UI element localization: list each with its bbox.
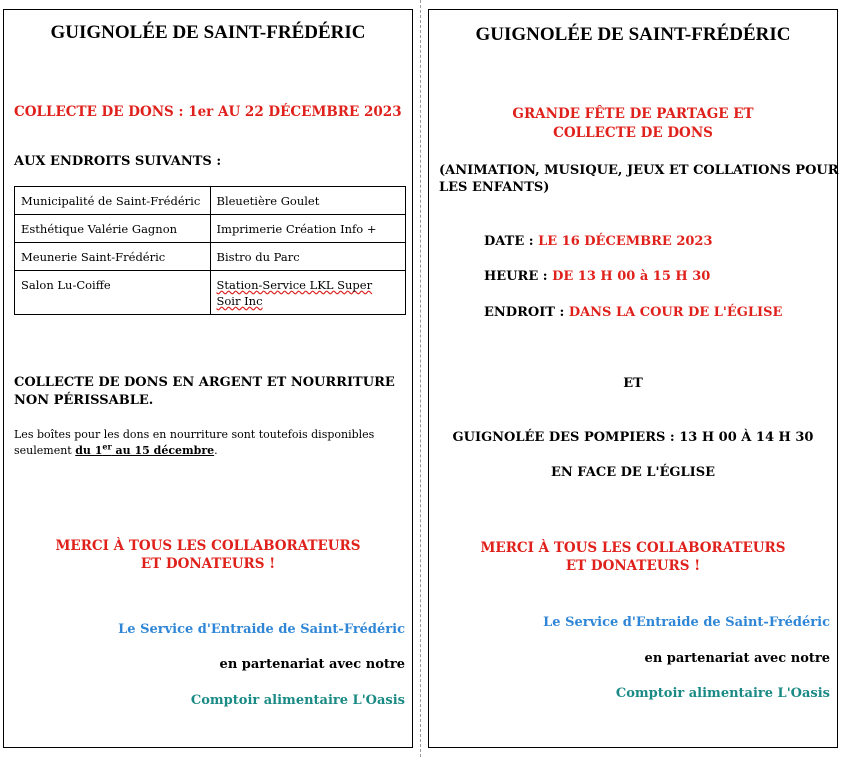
comptoir-oasis: Comptoir alimentaire L'Oasis: [190, 693, 405, 708]
fete-line-1: GRANDE FÊTE DE PARTAGE ET: [512, 106, 754, 122]
places-table: [14, 186, 406, 315]
table-cell: Esthétique Valérie Gagnon: [15, 215, 211, 243]
merci-line-1: MERCI À TOUS LES COLLABORATEURS: [55, 538, 361, 554]
boites-date-b: au 15 décembre: [111, 444, 215, 457]
et-connector: ET: [623, 376, 643, 391]
animation-line-2: LES ENFANTS): [439, 180, 550, 195]
page-title: GUIGNOLÉE DE SAINT-FRÉDÉRIC: [475, 24, 791, 45]
service-entraide: Le Service d'Entraide de Saint-Frédéric: [543, 615, 830, 630]
boites-date-a: du 1: [75, 444, 103, 457]
endroit-label: ENDROIT :: [484, 305, 569, 320]
animation-line-1: (ANIMATION, MUSIQUE, JEUX ET COLLATIONS POUR: [439, 163, 839, 178]
table-row: [15, 243, 406, 271]
comptoir-oasis: Comptoir alimentaire L'Oasis: [615, 686, 830, 701]
argent-line-2: NON PÉRISSABLE.: [14, 393, 154, 408]
merci-line-1: MERCI À TOUS LES COLLABORATEURS: [480, 540, 786, 556]
heure-label: HEURE :: [484, 269, 553, 284]
boites-suffix: .: [214, 444, 218, 457]
station-service-name: Station-Service LKL Super Soir Inc: [216, 278, 373, 308]
boites-line-1: Les boîtes pour les dons en nourriture sont toutefois disponibles: [14, 428, 375, 441]
fete-line-2: COLLECTE DE DONS: [553, 125, 713, 141]
table-cell: Salon Lu-Coiffe: [15, 271, 211, 315]
boites-line-2: [14, 441, 218, 457]
endroits-heading: AUX ENDROITS SUIVANTS :: [14, 154, 222, 169]
merci-line-2: ET DONATEURS !: [565, 558, 701, 574]
table-row: [15, 271, 406, 315]
table-cell: Meunerie Saint-Frédéric: [15, 243, 211, 271]
page-title: GUIGNOLÉE DE SAINT-FRÉDÉRIC: [50, 22, 366, 43]
table-cell: [210, 271, 406, 315]
merci-line-2: ET DONATEURS !: [140, 556, 276, 572]
table-cell: Imprimerie Création Info +: [210, 215, 406, 243]
table-cell: Bistro du Parc: [210, 243, 406, 271]
pompiers-line: GUIGNOLÉE DES POMPIERS : 13 H 00 À 14 H 30: [452, 430, 814, 445]
table-row: [15, 187, 406, 215]
table-row: [15, 215, 406, 243]
boites-prefix: seulement: [14, 444, 76, 457]
boites-date-sup: er: [102, 441, 112, 452]
heure-line: [484, 269, 710, 284]
table-cell: Municipalité de Saint-Frédéric: [15, 187, 211, 215]
date-line: [484, 234, 713, 249]
table-cell: Bleuetière Goulet: [210, 187, 406, 215]
partenariat: en partenariat avec notre: [644, 651, 830, 666]
date-label: DATE :: [484, 234, 539, 249]
right-flyer-panel: [428, 9, 838, 748]
endroit-line: [484, 305, 782, 320]
collecte-dates: COLLECTE DE DONS : 1er AU 22 DÉCEMBRE 2023: [14, 104, 402, 120]
date-value: LE 16 DÉCEMBRE 2023: [538, 234, 713, 249]
face-eglise: EN FACE DE L'ÉGLISE: [550, 465, 715, 480]
boites-date: [75, 441, 215, 457]
heure-value: DE 13 H 00 à 15 H 30: [552, 269, 711, 284]
partenariat: en partenariat avec notre: [219, 657, 405, 672]
left-flyer-panel: [3, 9, 413, 748]
service-entraide: Le Service d'Entraide de Saint-Frédéric: [118, 622, 405, 637]
fold-divider: [420, 0, 421, 757]
endroit-value: DANS LA COUR DE L'ÉGLISE: [568, 305, 783, 320]
argent-line-1: COLLECTE DE DONS EN ARGENT ET NOURRITURE: [14, 375, 395, 390]
